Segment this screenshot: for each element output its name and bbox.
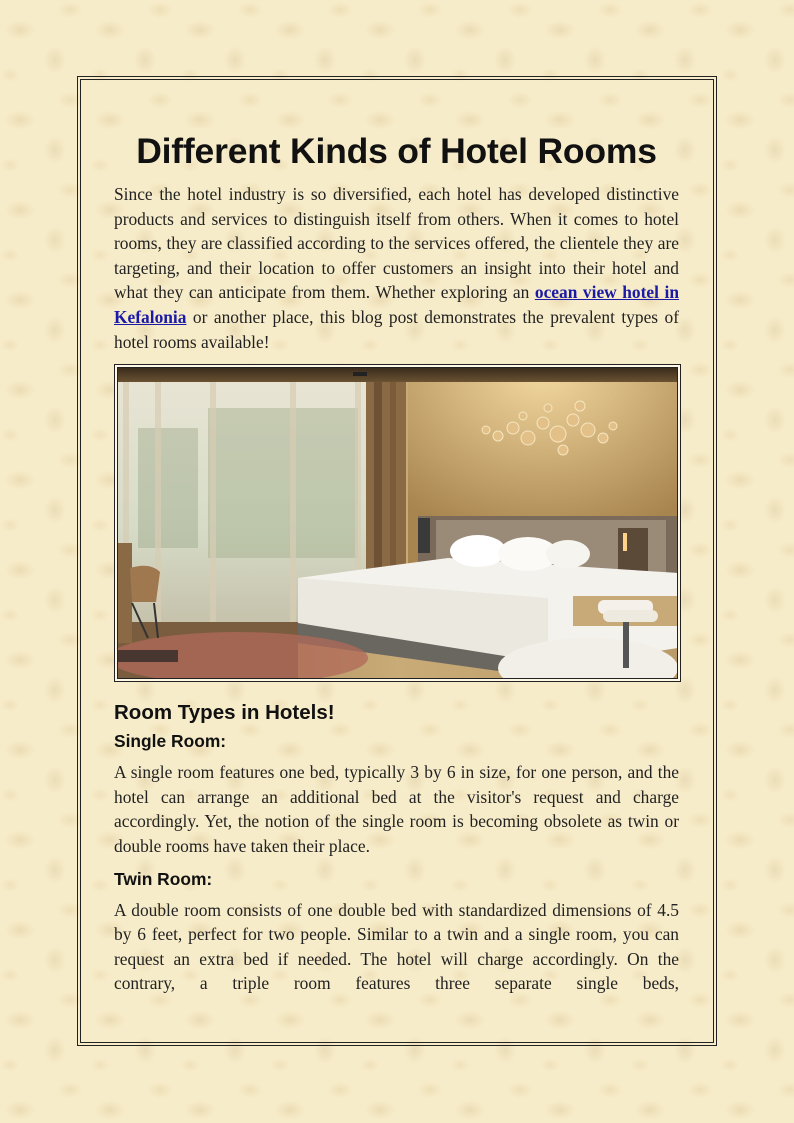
room-types-heading: Room Types in Hotels! [114, 701, 335, 725]
intro-text-start: Since the hotel industry is so diversified, each hotel has developed distinctive products and services to distinguish itself from others. When it comes to hotel rooms, they are classified according to the services offered, the clientele they are targeting, and their location to offer customers an insight into their hotel and what they can anticipate from them. Whether exploring an [114, 184, 679, 303]
twin-room-paragraph: A double room consists of one double bed with standardized dimensions of 4.5 by 6 feet, perfect for two people. Similar to a twin and a single room, you can request an extra bed if needed. The hotel will charge accordingly. On the contrary, a triple room features three separate single beds, [114, 899, 679, 994]
hotel-room-image [118, 368, 677, 678]
article [114, 128, 679, 996]
single-room-heading: Single Room: [114, 731, 227, 752]
single-room-paragraph: A single room features one bed, typically 3 by 6 in size, for one person, and the hotel can arrange an additional bed at the visitor's request and charge accordingly. Yet, the notion of the single room is becoming obsolete as twin or double rooms have taken their place. [114, 762, 679, 856]
page-title: Different Kinds of Hotel Rooms [136, 131, 657, 171]
hotel-room-photo [114, 364, 681, 682]
intro-paragraph [114, 182, 679, 354]
twin-room-heading: Twin Room: [114, 868, 213, 889]
intro-text-end: or another place, this blog post demonstrates the prevalent types of hotel rooms available! [114, 306, 679, 352]
ocean-view-hotel-link[interactable]: ocean view hotel in Kefalonia [114, 282, 680, 327]
